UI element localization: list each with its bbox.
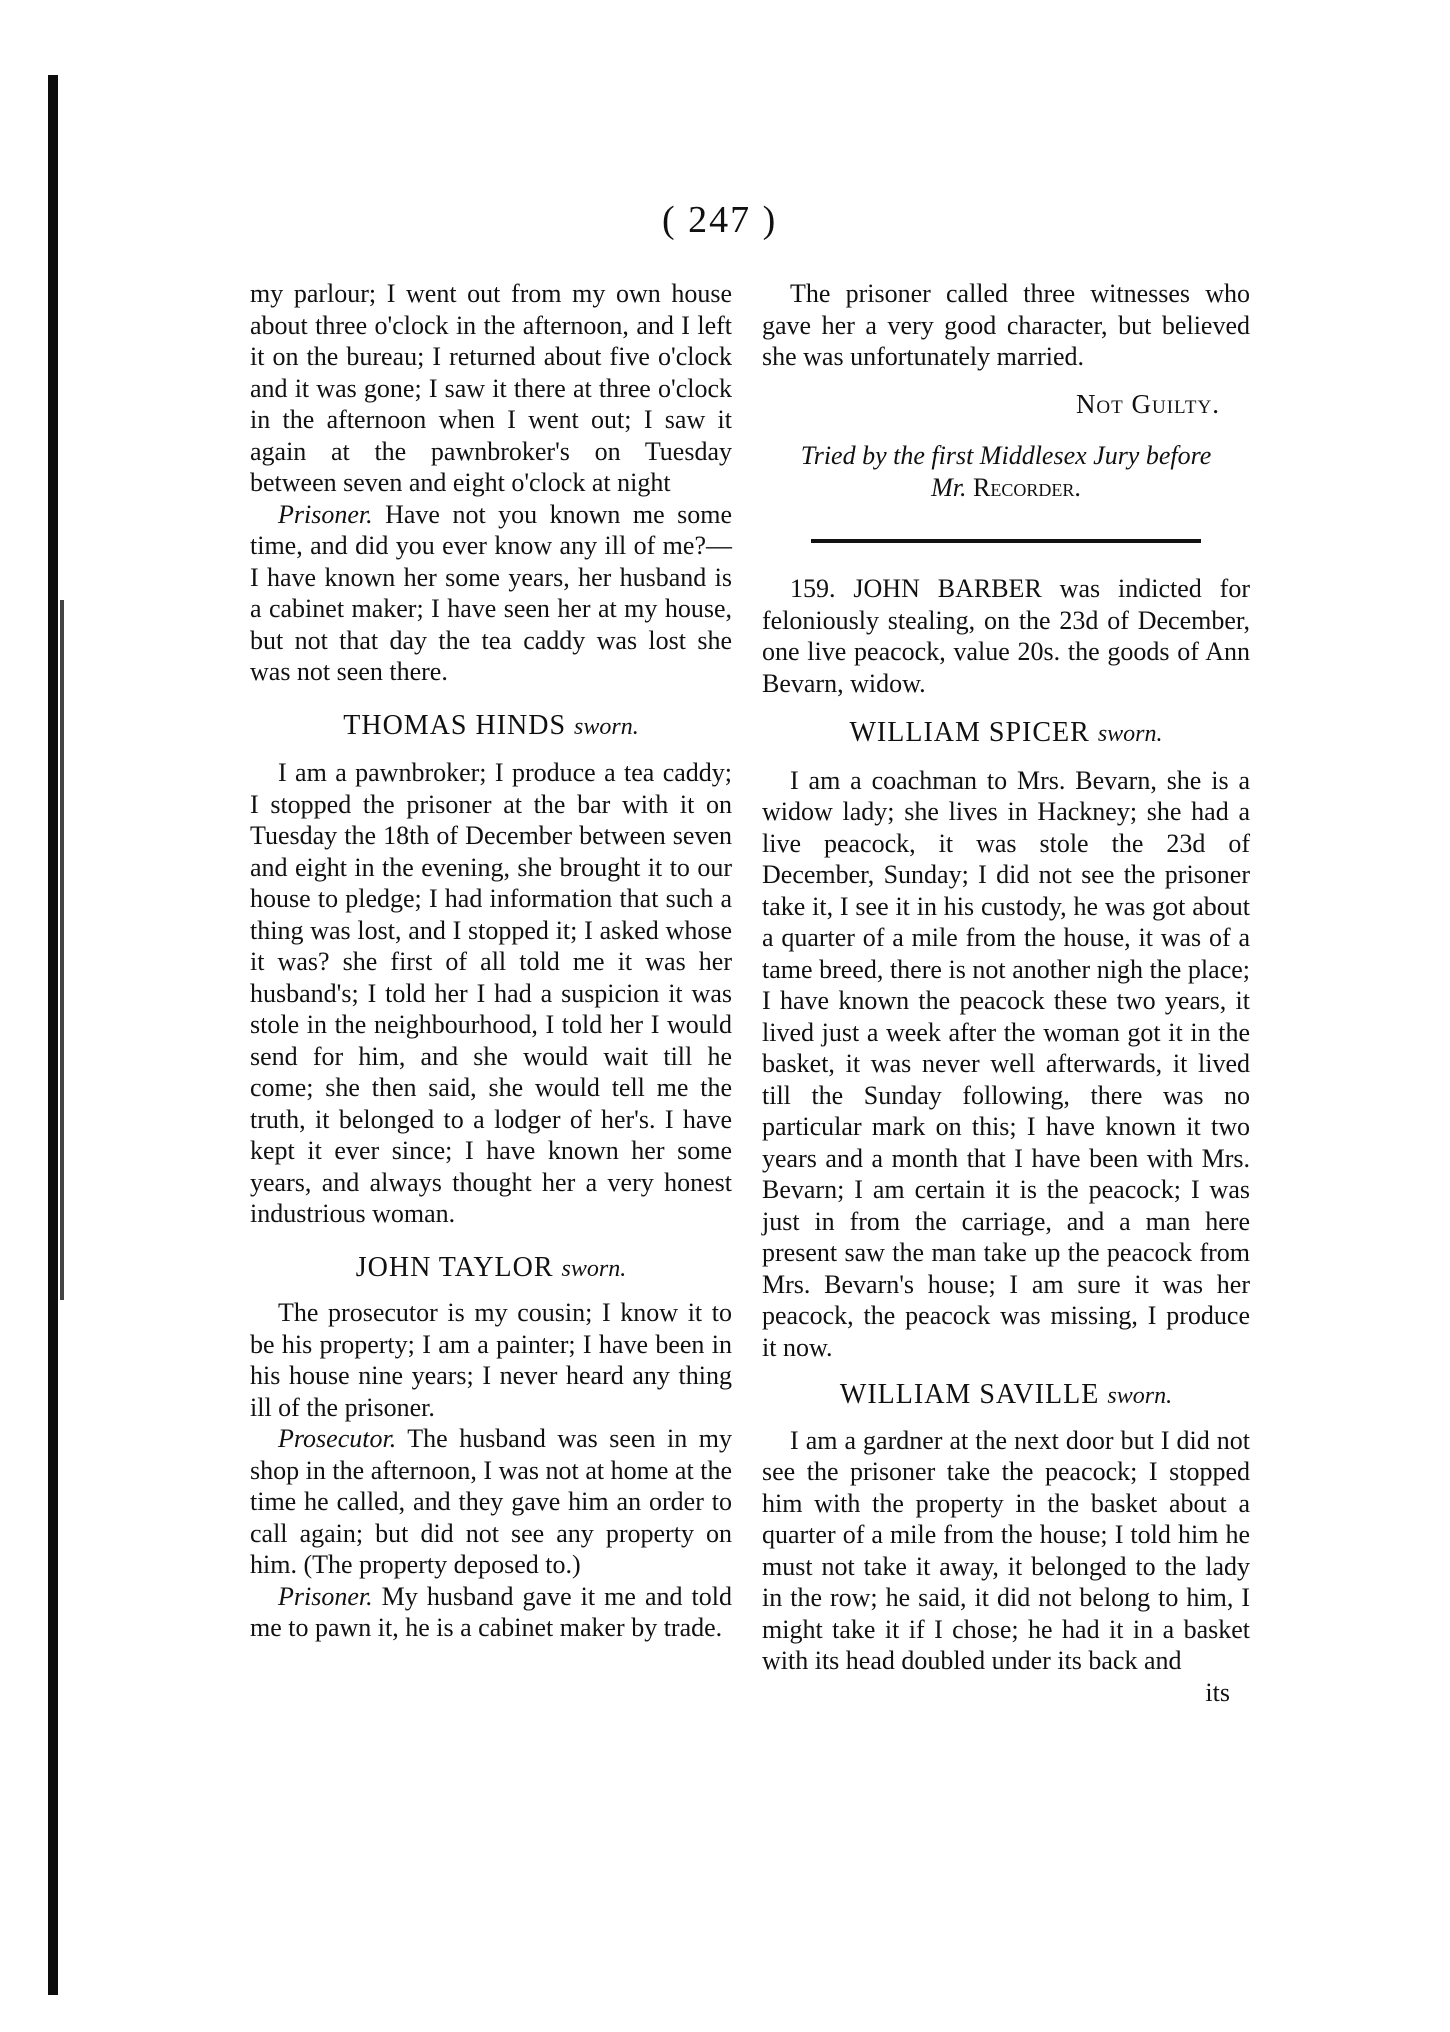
speaker-label: Prisoner. [278, 1581, 373, 1611]
examination-text: Have not you known me some time, and did you ever know any ill of me?—I have known her some years, her husband is a cabinet maker; I have seen her at my house, but not that day the tea caddy was lost she was not seen there. [250, 499, 732, 686]
page-binding-shadow [60, 600, 64, 1300]
witness-name: WILLIAM SPICER [849, 717, 1090, 748]
examination-text: The husband was seen in my shop in the afternoon, I was not at home at the time he called, and they gave him an order to call again; but did not see any property on him. (The property deposed to.) [250, 1424, 732, 1579]
speaker-label: Prisoner. [278, 499, 373, 529]
page-number: ( 247 ) [662, 199, 778, 241]
testimony-paragraph: I am a gardner at the next door but I did not see the prisoner take the peacock; I stopped him with the property in the basket about a quarter of a mile from the house; I told him he must not take it away, it belonged to the lady in the row; he said, it did not belong to him, I might take it if I chose; he had it in a basket with its head doubled under its back and [762, 1425, 1250, 1675]
testimony-paragraph: I am a pawnbroker; I produce a tea caddy; I stopped the prisoner at the bar with it on Tuesday the 18th of December between seven and eight in the evening, she brought it to our house to pledge; I had information that such a thing was lost, and I stopped it; I asked whose it was? she first of all told me it was her husband's; I told her I had a suspicion it was stole in the neighbourhood, I told her I would send for him, and she would wait till he come; she then said, she would tell me the truth, it belonged to a lodger of her's. I have kept it ever since; I have known her some years, and always thought her a very honest industrious woman. [250, 758, 732, 1228]
examination-paragraph [250, 1423, 732, 1581]
page-binding-edge [48, 75, 58, 1995]
witness-name: THOMAS HINDS [343, 709, 567, 741]
indictment-text: JOHN BARBER was indicted for feloniously stealing, on the 23d of December, one live peacock, value 20s. the goods of Ann Bevarn, widow. [762, 574, 1250, 698]
testimony-paragraph: I am a coachman to Mrs. Bevarn, she is a widow lady; she lives in Hackney; she had a live peacock, it was stole the 23d of December, Sunday; I did not see the prisoner take it, I see it in his custody, he was got about a quarter of a mile from the house, it was of a tame breed, there is not another nigh the place; I have known the peacock these two years, it lived just a week after the woman got it in the basket, it was never well afterwards, it lived till the Sunday following, there was no particular mark on this; I have known it two years and a month that I have been with Mrs. Bevarn; I am certain it is the peacock; I was just in from the carriage, and a man here present saw the man take up the peacock from Mrs. Bevarn's house; I am sure it was her peacock, the peacock was missing, I produce it now. [762, 765, 1250, 1362]
jury-line: Tried by the first Middlesex Jury before [800, 441, 1212, 470]
witness-heading [250, 710, 732, 744]
sworn-label: sworn. [1097, 721, 1163, 747]
right-column [762, 278, 1250, 1708]
left-column [250, 278, 732, 1644]
indictment-paragraph [762, 573, 1250, 699]
examination-text: My husband gave it me and told me to pawn it, he is a cabinet maker by trade. [250, 1581, 732, 1642]
sworn-label: sworn. [1107, 1383, 1173, 1409]
testimony-paragraph: The prosecutor is my cousin; I know it to be his property; I am a painter; I have been in his house nine years; I never heard any thing ill of the prisoner. [250, 1298, 732, 1422]
verdict: Not Guilty. [1075, 388, 1220, 419]
sworn-label: sworn. [561, 1255, 627, 1282]
witness-name: JOHN TAYLOR [355, 1251, 554, 1283]
witness-heading [762, 717, 1250, 751]
recorder-label: Recorder. [973, 472, 1081, 502]
case-number: 159. [790, 574, 836, 603]
character-witnesses-paragraph: The prisoner called three witnesses who gave her a very good character, but believed she was unfortunately married. [762, 279, 1250, 371]
jury-judge-line [762, 472, 1250, 504]
examination-paragraph [250, 499, 732, 688]
sworn-label: sworn. [574, 713, 639, 740]
mr-label: Mr. [931, 472, 967, 502]
catchword: its [1205, 1677, 1230, 1707]
speaker-label: Prosecutor. [278, 1424, 397, 1453]
examination-paragraph [250, 1581, 732, 1644]
testimony-paragraph: my parlour; I went out from my own house about three o'clock in the afternoon, and I left it on the bureau; I returned about five o'clock and it was gone; I saw it there at three o'clock in the afternoon when I went out; I saw it again at the pawnbroker's on Tuesday between seven and eight o'clock at night [250, 279, 732, 497]
witness-heading [250, 1252, 732, 1286]
witness-name: WILLIAM SAVILLE [839, 1379, 1100, 1410]
witness-heading [762, 1379, 1250, 1413]
